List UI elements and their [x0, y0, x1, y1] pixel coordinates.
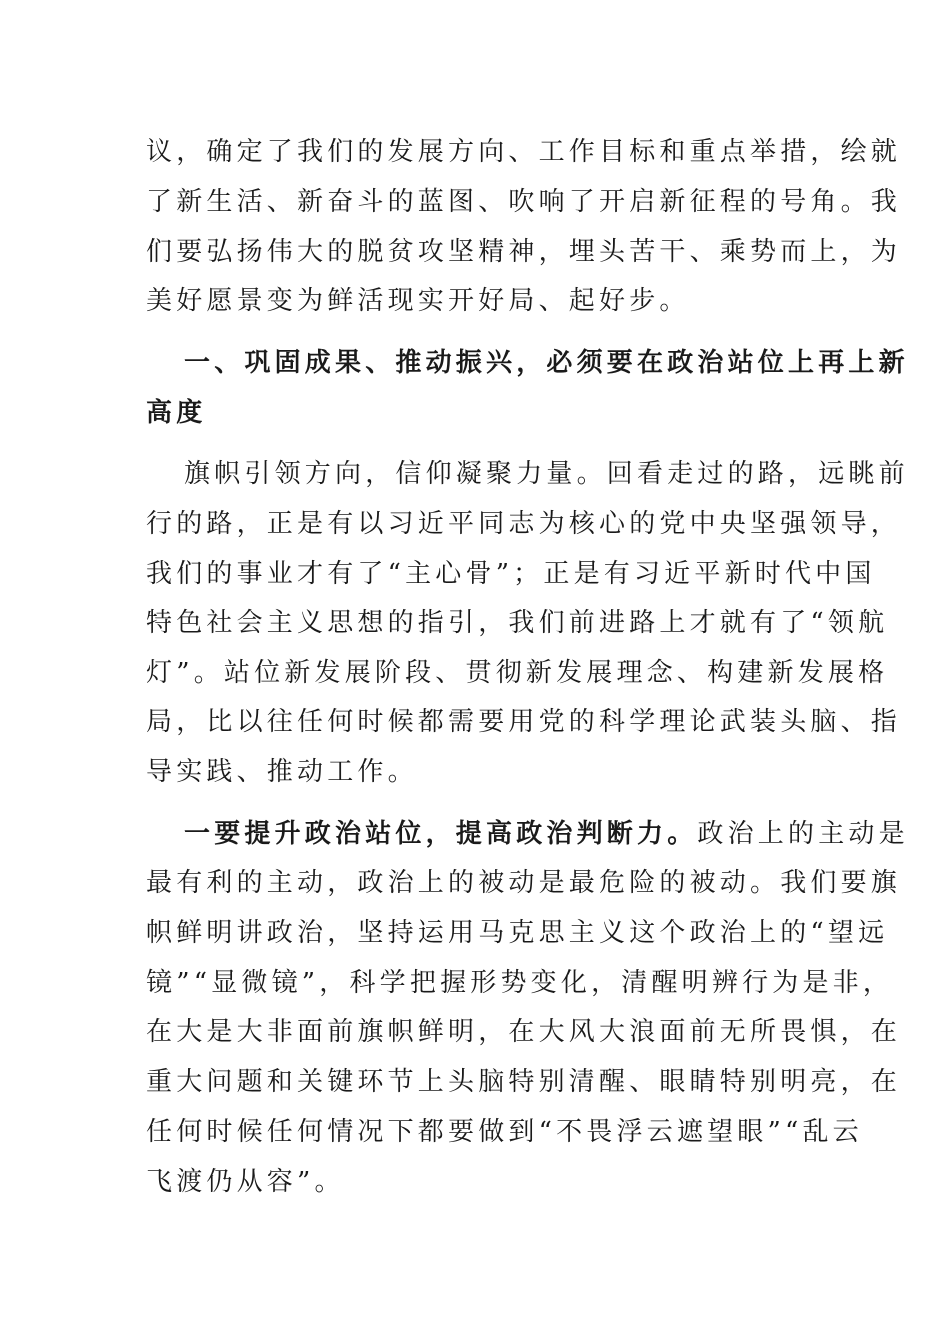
paragraph-line: 帜鲜明讲政治，坚持运用马克思主义这个政治上的“望远 [146, 918, 889, 948]
paragraph-line: 局，比以往任何时候都需要用党的科学理论武装头脑、指 [146, 707, 902, 737]
paragraph-line: 导实践、推动工作。 [146, 757, 418, 787]
paragraph-line: 任何时候任何情况下都要做到“不畏浮云遮望眼”“乱云 [146, 1117, 863, 1147]
paragraph-line: 灯”。站位新发展阶段、贯彻新发展理念、构建新发展格 [146, 658, 889, 688]
paragraph-text: 政治上的主动是 [697, 819, 909, 849]
paragraph-line: 特色社会主义思想的指引，我们前进路上才就有了“领航 [146, 608, 889, 638]
section-heading: 高度 [146, 398, 207, 428]
paragraph-line: 重大问题和关键环节上头脑特别清醒、眼睛特别明亮，在 [146, 1067, 902, 1097]
paragraph-line [184, 817, 909, 851]
paragraph-line: 了新生活、新奋斗的蓝图、吹响了开启新征程的号角。我 [146, 187, 902, 217]
paragraph-line: 行的路，正是有以习近平同志为核心的党中央坚强领导， [146, 509, 902, 539]
paragraph-line: 议，确定了我们的发展方向、工作目标和重点举措，绘就 [146, 137, 902, 167]
paragraph-line: 镜”“显微镜”，科学把握形势变化，清醒明辨行为是非， [146, 968, 894, 998]
paragraph-line: 在大是大非面前旗帜鲜明，在大风大浪面前无所畏惧，在 [146, 1017, 902, 1047]
paragraph-line: 飞渡仍从容”。 [146, 1167, 345, 1197]
paragraph-line: 最有利的主动，政治上的被动是最危险的被动。我们要旗 [146, 868, 902, 898]
paragraph-line: 们要弘扬伟大的脱贫攻坚精神，埋头苦干、乘势而上，为 [146, 237, 902, 267]
bold-lead-text: 一要提升政治站位，提高政治判断力。 [184, 819, 698, 849]
section-heading: 一、巩固成果、推动振兴，必须要在政治站位上再上新 [184, 348, 909, 378]
paragraph-line: 旗帜引领方向，信仰凝聚力量。回看走过的路，远眺前 [184, 459, 909, 489]
paragraph-line: 我们的事业才有了“主心骨”；正是有习近平新时代中国 [146, 559, 876, 589]
paragraph-line: 美好愿景变为鲜活现实开好局、起好步。 [146, 286, 690, 316]
